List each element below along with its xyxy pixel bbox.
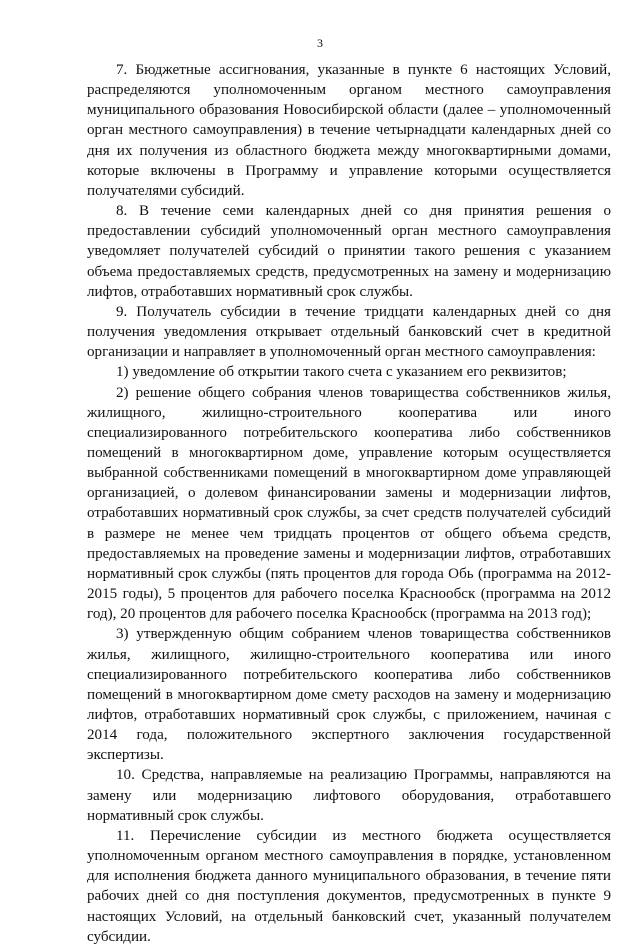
paragraph-8: 8. В течение семи календарных дней со дня принятия решения о предоставлении субсидий уполномоченный орган местного самоуправления уведомляет получателей субсидий о принятии такого решения с указанием объема предоставляемых средств, предусмотренных на замену и модернизацию лифтов, отработавших нормативный срок службы. — [87, 203, 611, 300]
paragraph-7: 7. Бюджетные ассигнования, указанные в пункте 6 настоящих Условий, распределяются уполномоченным органом местного самоуправления муниципального образования Новосибирской области (далее – уполномоченный орган местного самоуправления) в течение четырнадцати календарных дней со дня их получения из областного бюджета между многоквартирными домами, которые включены в Программу и управление которыми осуществляется получателями субсидий. — [87, 62, 611, 199]
paragraph-9: 9. Получатель субсидии в течение тридцати календарных дней со дня получения уведомления открывает отдельный банковский счет в кредитной организации и направляет в уполномоченный орган местного самоуправления: — [87, 303, 611, 361]
paragraph-9-item-3: 3) утвержденную общим собранием членов товарищества собственников жилья, жилищного, жилищно-строительного кооператива или иного специализированного потребительского кооператива либо собственников помещений в многоквартирном доме смету расходов на замену и модернизацию лифтов, отработавших нормативный срок службы, с приложением, начиная с 2014 года, положительного экспертного заключения государственной экспертизы. — [87, 626, 611, 764]
paragraph-9-item-1: 1) уведомление об открытии такого счета с указанием его реквизитов; — [116, 364, 567, 381]
page-number: 3 — [317, 36, 323, 50]
paragraph-10: 10. Средства, направляемые на реализацию Программы, направляются на замену или модернизацию лифтового оборудования, отработавшего нормативный срок службы. — [87, 767, 611, 824]
document-body — [87, 60, 611, 947]
paragraph-9-item-2: 2) решение общего собрания членов товарищества собственников жилья, жилищного, жилищно-строительного кооператива или иного специализированного потребительского кооператива либо собственников помещений в многоквартирном доме, управление которым осуществляется выбранной собственниками помещений в многоквартирном доме управляющей организацией, о долевом финансировании замены и модернизации лифтов, отработавших нормативный срок службы, за счет средств получателей субсидий в размере не менее чем тридцать процентов от общего объема средств, предоставляемых на проведение замены и модернизации лифтов, отработавших нормативный срок службы (пять процентов для города Обь (программа на 2012-2015 годы), 5 процентов для рабочего поселка Краснообск (программа на 2012 год), 20 процентов для рабочего поселка Краснообск (программа на 2013 год); — [87, 384, 611, 623]
paragraph-11: 11. Перечисление субсидии из местного бюджета осуществляется уполномоченным органом местного самоуправления в порядке, установленном для исполнения бюджета данного муниципального образования, в течение пяти рабочих дней со дня поступления документов, предусмотренных в пункте 9 настоящих Условий, на отдельный банковский счет, указанный получателем субсидии. — [87, 827, 611, 945]
